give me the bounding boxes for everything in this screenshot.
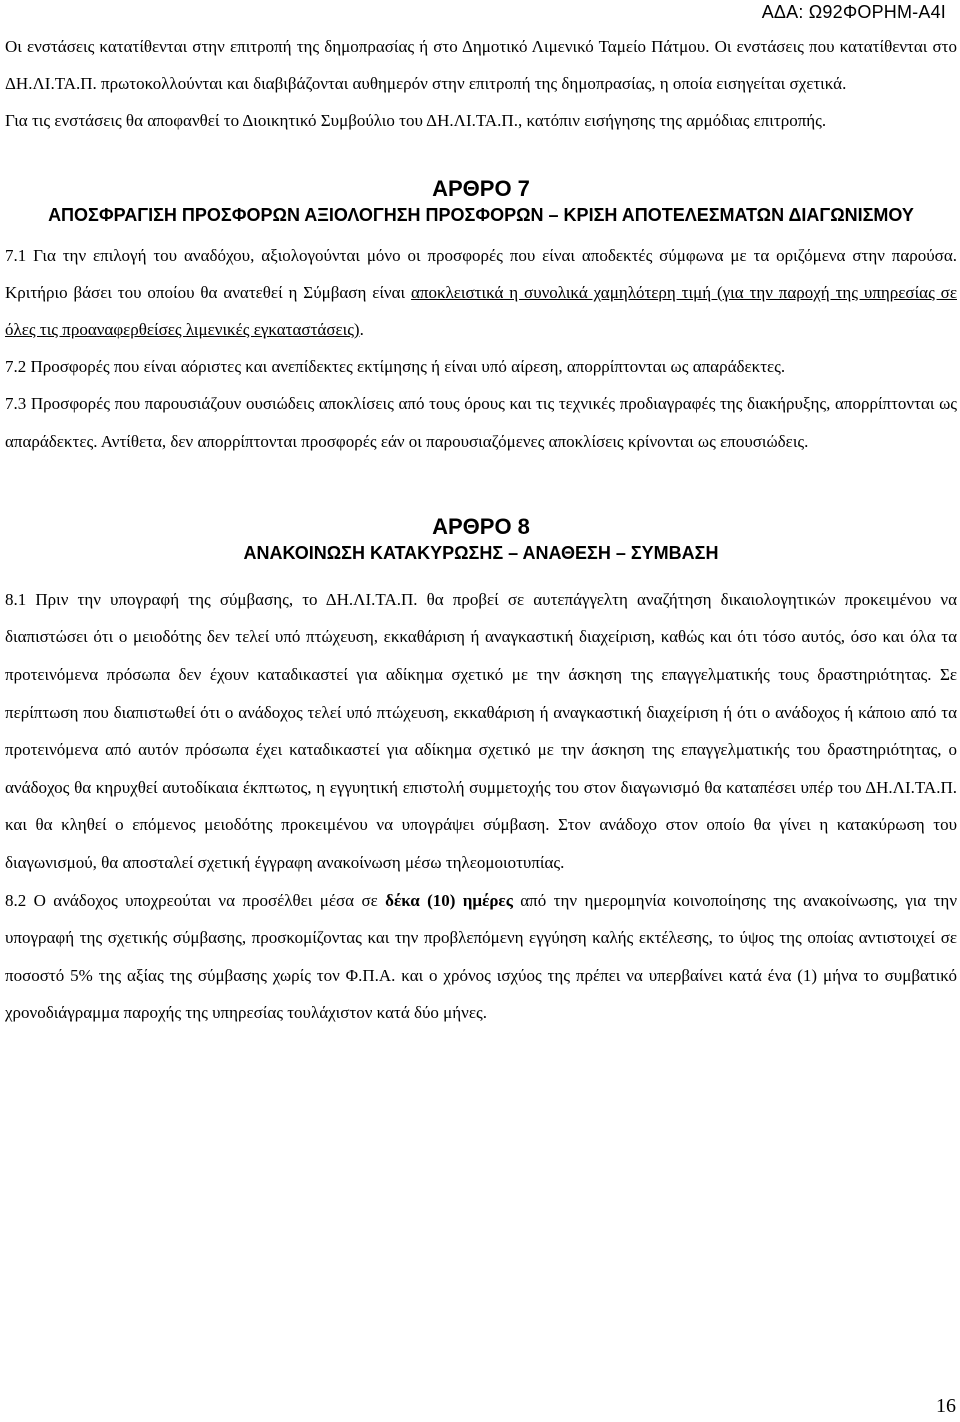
spacer [5, 140, 957, 176]
paragraph-text: 7.1 Για την επιλογή του αναδόχου, αξιολογούνται μόνο οι προσφορές που είναι αποδεκτές σύμφωνα με τα οριζόμενα στην παρούσα. Κριτήριο βάσει του οποίου θα ανατεθεί η Σύμβαση είναι [5, 245, 957, 302]
spacer [5, 229, 957, 237]
ada-code: ΑΔΑ: Ω92ΦΟΡΗΜ-Α4Ι [761, 2, 946, 22]
article-7-subtitle: ΑΠΟΣΦΡΑΓΙΣΗ ΠΡΟΣΦΟΡΩΝ ΑΞΙΟΛΟΓΗΣΗ ΠΡΟΣΦΟΡΩΝ – ΚΡΙΣΗ ΑΠΟΤΕΛΕΣΜΑΤΩΝ ΔΙΑΓΩΝΙΣΜΟΥ [48, 204, 914, 225]
article-7-paragraph-1 [5, 237, 957, 349]
article-8-paragraph-2 [5, 882, 957, 1032]
article-8-title: ΑΡΘΡΟ 8 [432, 513, 530, 539]
intro-paragraph-board-decision: Για τις ενστάσεις θα αποφανθεί το Διοικητικό Συμβούλιο του ΔΗ.ΛΙ.ΤΑ.Π., κατόπιν εισήγησης της αρμόδιας επιτροπής. [5, 111, 827, 131]
intro-paragraph-objections: Οι ενστάσεις κατατίθενται στην επιτροπή της δημοπρασίας ή στο Δημοτικό Λιμενικό Ταμείο Πάτμου. Οι ενστάσεις που κατατίθενται στο ΔΗ.ΛΙ.ΤΑ.Π. πρωτοκολλούνται και διαβιβάζονται αυθημερόν στην επιτροπή της δημοπρασίας, η οποία εισηγείται σχετικά. [5, 37, 957, 94]
underlined-criterion: αποκλειστικά η συνολικά χαμηλότερη τιμή (για την παροχή της υπηρεσίας σε όλες τις προαναφερθείσες λιμενικές εγκαταστάσεις) [5, 282, 957, 340]
spacer [5, 460, 957, 514]
article-7-paragraph-2: 7.2 Προσφορές που είναι αόριστες και ανεπίδεκτες εκτίμησης ή είναι υπό αίρεση, απορρίπτονται ως απαράδεκτες. [5, 357, 786, 377]
document-body [5, 28, 957, 1032]
article-8-subtitle: ΑΝΑΚΟΙΝΩΣΗ ΚΑΤΑΚΥΡΩΣΗΣ – ΑΝΑΘΕΣΗ – ΣΥΜΒΑΣΗ [243, 542, 719, 563]
page-number: 16 [936, 1395, 956, 1417]
paragraph-start: 8.2 Ο ανάδοχος υποχρεούται να προσέλθει μέσα σε [5, 890, 386, 910]
paragraph-end: . [359, 320, 364, 340]
bold-deadline: δέκα (10) ημέρες [385, 890, 513, 910]
spacer [5, 567, 957, 581]
article-7-paragraph-3: 7.3 Προσφορές που παρουσιάζουν ουσιώδεις αποκλίσεις από τους όρους και τις τεχνικές προδιαγραφές της διακήρυξης, απορρίπτονται ως απαράδεκτες. Αντίθετα, δεν απορρίπτονται προσφορές εάν οι παρουσιαζόμενες αποκλίσεις κρίνονται ως επουσιώδεις. [5, 394, 957, 451]
paragraph-end: από την ημερομηνία κοινοποίησης της ανακοίνωσης, για την υπογραφή της σχετικής σύμβασης, προσκομίζοντας και την προβλεπόμενη εγγύηση καλής εκτέλεσης, το ύψος της οποίας αντιστοιχεί σε ποσοστό 5% της αξίας της σύμβασης χωρίς τον Φ.Π.Α. και ο χρόνος ισχύος της πρέπει να υπερβαίνει κατά ένα (1) μήνα το συμβατικό χρονοδιάγραμμα παροχής της υπηρεσίας τουλάχιστον κατά δύο μήνες. [5, 890, 958, 1023]
article-7-title: ΑΡΘΡΟ 7 [432, 175, 530, 201]
article-8-paragraph-1: 8.1 Πριν την υπογραφή της σύμβασης, το ΔΗ.ΛΙ.ΤΑ.Π. θα προβεί σε αυτεπάγγελτη αναζήτηση δικαιολογητικών προκειμένου να διαπιστώσει ότι ο μειοδότης δεν τελεί υπό πτώχευση, εκκαθάριση ή αναγκαστική διαχείριση, καθώς και ότι τόσο αυτός, όσο και όλα τα προτεινόμενα πρόσωπα δεν έχουν καταδικαστεί για αδίκημα σχετικό με την άσκηση της επαγγελματικής τους δραστηριότητας. Σε περίπτωση που διαπιστωθεί ότι ο ανάδοχος τελεί υπό πτώχευση, εκκαθάριση ή αναγκαστική διαχείριση ή ότι ο ανάδοχος ή κάποιο από τα προτεινόμενα από αυτόν πρόσωπα έχει καταδικαστεί για αδίκημα σχετικό με την άσκηση της επαγγελματικής του δραστηριότητας, ο ανάδοχος θα κηρυχθεί αυτοδίκαια έκπτωτος, η εγγυητική επιστολή συμμετοχής του στον διαγωνισμό θα καταπέσει υπέρ του ΔΗ.ΛΙ.ΤΑ.Π. και θα κληθεί ο επόμενος μειοδότης προκειμένου να υπογράψει σύμβαση. Στον ανάδοχο στον οποίο θα γίνει η κατακύρωση του διαγωνισμού, θα αποσταλεί σχετική έγγραφη ανακοίνωση μέσω τηλεομοιοτυπίας. [5, 589, 957, 872]
